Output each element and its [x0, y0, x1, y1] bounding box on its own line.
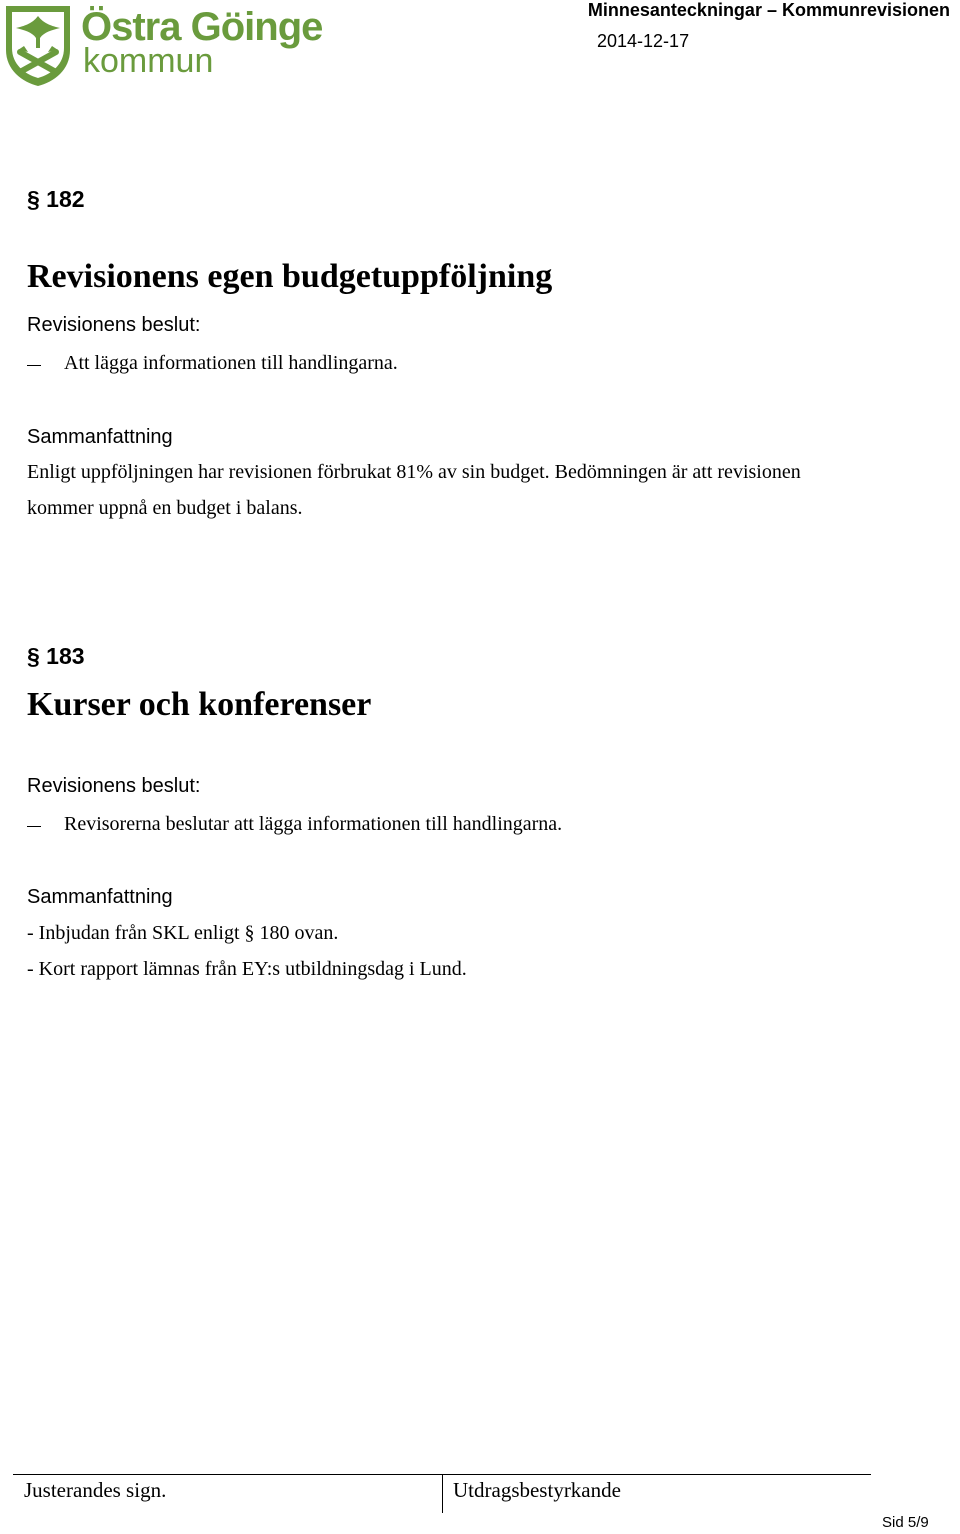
extract-certification-label: Utdragsbestyrkande: [453, 1478, 621, 1502]
decision-label: Revisionens beslut:: [27, 314, 201, 336]
list-dash-icon: [27, 365, 41, 366]
summary-label: Sammanfattning: [27, 886, 173, 908]
document-date: 2014-12-17: [597, 31, 690, 51]
page-number: Sid 5/9: [882, 1514, 929, 1531]
list-dash-icon: [27, 826, 41, 827]
logo-name-line2: kommun: [83, 42, 214, 80]
decision-item: Revisorerna beslutar att lägga informationen till handlingarna.: [64, 813, 563, 835]
logo-name-line1: Östra Göinge: [81, 5, 323, 49]
summary-text-line: - Kort rapport lämnas från EY:s utbildningsdag i Lund.: [27, 958, 467, 980]
summary-text-line: kommer uppnå en budget i balans.: [27, 497, 303, 519]
decision-label: Revisionens beslut:: [27, 775, 201, 797]
signature-label: Justerandes sign.: [24, 1478, 167, 1502]
summary-text-line: - Inbjudan från SKL enligt § 180 ovan.: [27, 922, 339, 944]
section-number: § 183: [27, 643, 85, 669]
section-heading: Revisionens egen budgetuppföljning: [27, 258, 553, 295]
summary-label: Sammanfattning: [27, 426, 173, 448]
footer-divider: [442, 1475, 443, 1513]
section-number: § 182: [27, 186, 85, 212]
decision-item: Att lägga informationen till handlingarna.: [64, 352, 398, 374]
section-heading: Kurser och konferenser: [27, 686, 372, 723]
document-title: Minnesanteckningar – Kommunrevisionen: [587, 0, 950, 20]
summary-text-line: Enligt uppföljningen har revisionen förbrukat 81% av sin budget. Bedömningen är att revisionen: [27, 461, 801, 483]
coat-of-arms-icon: [2, 2, 74, 88]
